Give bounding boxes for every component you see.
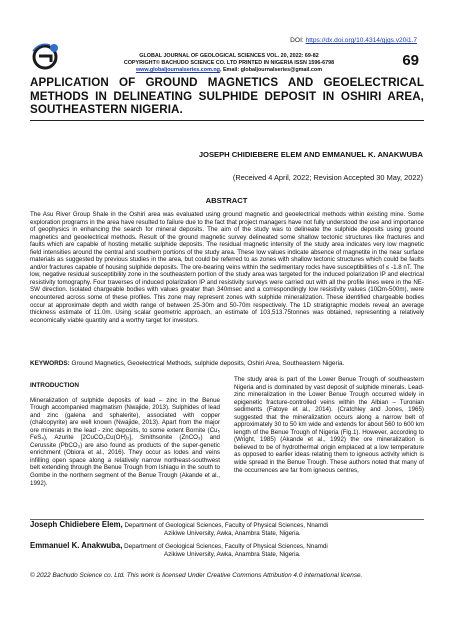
journal-header-line1: GLOBAL JOURNAL OF GEOLOGICAL SCIENCES VOL. 20, 2022: 69-82 bbox=[139, 53, 319, 59]
affiliation-2 bbox=[30, 542, 424, 558]
copyright-notice: © 2022 Bachudo Science co. Ltd. This work is licensed Under Creative Commons Attribution 4.0 international license. bbox=[30, 572, 363, 579]
journal-website-link[interactable]: www.globaljournalseries.com.ng bbox=[135, 67, 220, 74]
journal-header-line2: COPYRIGHT© BACHUDO SCIENCE CO. LTD PRINTED IN NIGERIA ISSN 1596-6798 bbox=[123, 60, 335, 67]
affiliation-2-line1: Department of Geological Sciences, Faculty of Physical Sciences, Nnamdi bbox=[122, 543, 328, 550]
affiliation-1-name: Joseph Chidiebere Elem, bbox=[30, 520, 123, 529]
affiliation-2-line2: Azikiwe University, Awka, Anambra State, Nigeria. bbox=[164, 550, 301, 558]
column-left bbox=[30, 382, 220, 487]
page-number: 69 bbox=[402, 52, 419, 69]
affiliation-1 bbox=[30, 521, 424, 537]
intro-paragraph-right: The study area is part of the Lower Benue Trough of southeastern Nigeria and is dominated by vast deposit of sulphide minerals. Lead-zinc mineralization in the Lower Benue Trough occurred widely in epigenetic fracture-controlled veins within the Albian – Turonian sediments (Fatoye et al., 2014). (Cratchley and Jones, 1965) suggested that the mineralization occurs along a narrow belt of approximately 30 to 50 km wide and extends for about 560 to 600 km length of the Benue Trough of Nigeria (Fig.1). However, according to (Wright, 1985) (Akande et al., 1992) the ore mineralization is believed to be of hydrothermal origin emplaced at a low temperature as opposed to earlier ideas relating them to igneous activity which is wide spread in the Benue Trough. These authors noted that many of the occurrences are far from igneous centres, bbox=[234, 376, 424, 474]
column-right bbox=[234, 376, 424, 474]
received-dates: (Received 4 April, 2022; Revision Accepted 30 May, 2022) bbox=[232, 173, 423, 182]
doi-prefix: DOI: bbox=[290, 37, 306, 44]
doi-link[interactable]: https://dx.doi.org/10.4314/gjgs.v20i1.7 bbox=[305, 37, 417, 44]
journal-header-line3 bbox=[70, 67, 388, 74]
keywords-text: Ground Magnetics, Geoelectrical Methods, sulphide deposits, Oshiri Area, Southeastern Nigeria. bbox=[69, 360, 345, 367]
journal-logo-icon bbox=[30, 42, 64, 70]
paper-title: APPLICATION OF GROUND MAGNETICS AND GEOELECTRICAL METHODS IN DELINEATING SULPHIDE DEPOSIT IN OSHIRI AREA, SOUTHEASTERN NIGERIA. bbox=[30, 76, 424, 117]
affiliation-1-line1: Department of Geological Sciences, Faculty of Physical Sciences, Nnamdi bbox=[122, 522, 329, 529]
title-divider bbox=[30, 120, 424, 121]
affiliation-1-line2: Azikiwe University, Awka, Anambra State, Nigeria. bbox=[164, 529, 301, 537]
keywords-label: KEYWORDS: bbox=[30, 360, 70, 367]
abstract-heading: ABSTRACT bbox=[205, 196, 248, 205]
intro-paragraph-left: Mineralization of sulphide deposits of lead – zinc in the Benue Trough accompanied magmatism (Nwajide, 2013). Sulphides of lead and zinc (galena and sphalerite), associated with copper (chalcopyrite) are well known (Nwajide, 2013). Apart from the major ore minerals in the lead - zinc deposits, to some extent Bornite (Cu₅ FeS₄), Azurite [2CuCO₃Cu(OH)₂], Smithsonite (ZnCO₃) and Cerussite (PbCO₃) are also found as products of the super-genetic enrichment (Obiora et al., 2016). They occur as lodes and veins infilling open space along a relatively narrow northeast-southwest belt extending through the Benue Trough from Ishiagu in the south to Gombe in the northern segment of the Benue Trough (Akande et al., 1992). bbox=[30, 396, 220, 487]
introduction-heading: INTRODUCTION bbox=[30, 382, 79, 389]
abstract-body: The Asu River Group Shale in the Oshiri area was evaluated using ground magnetic and geoelectrical methods within existing mine. Some exploration programs in the area have resulted to failure due to the fact that project managers have not fully understood the use and importance of geophysics in enhancing the search for mineral deposits. The aim of the study was to delineate the sulphide deposits using ground magnetics and geoelectrical methods. Result of the ground magnetic survey delineated some shallow tectonic structures like fractures and faults which are capable of hosting metallic sulphide deposits. The residual magnetic intensity of the study area indicates very low magnetic field intensities around the central and southern portions of the study area. These low values indicate absence of magnetite in the near surface materials as suggested by previous studies in the area, but could be referred to as zones with shallow tectonic structures which could be faults and/or fractures capable of housing sulphide deposits. The ore-bearing veins within the sedimentary rocks have susceptibilities of ≤ -1.8 nT. The low, negative residual susceptibility zone in the southeastern portion of the study area was targeted for the induced polarization IP and electrical resistivity tomography. Four traverses of induced polarization IP and resistivity surveys were carried out with all the profile lines were in the NE-SW direction. Isolated chargeable bodies with values greater than 340msec and a correspondingly low resistivity values (10Ωm-500m), were encountered across some of these profiles. This zone may represent zones with sulphide mineralization. These identified chargeable bodies occur at approximate depth and width range of between 25-30m and 50-70m respectively. The 1D stratigraphic models reveal an average thickness estimate of 11.0m. Using scalar geometric approach, an estimate of 103,513.75tonnes was obtained, representing a relatively economically viable quantity and a worthy target for investors. bbox=[30, 211, 424, 324]
doi-line bbox=[290, 37, 417, 44]
authors-line: JOSEPH CHIDIEBERE ELEM AND EMMANUEL K. ANAKWUBA bbox=[198, 150, 423, 159]
journal-header bbox=[70, 53, 388, 75]
affiliation-2-name: Emmanuel K. Anakwuba, bbox=[30, 541, 123, 550]
journal-email: , Email: globaljournalseries@gmail.com bbox=[219, 67, 322, 74]
keywords-line bbox=[30, 360, 424, 368]
